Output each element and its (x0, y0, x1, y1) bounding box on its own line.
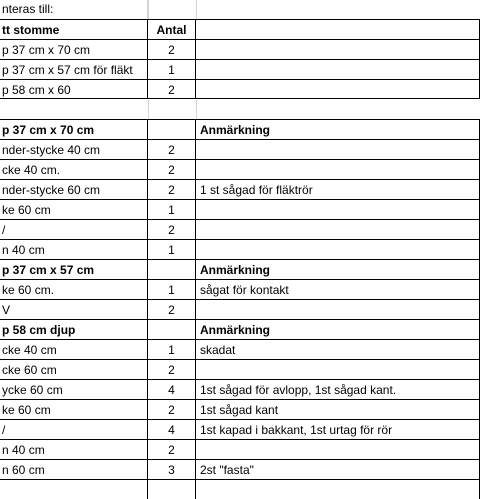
cell-antal[interactable]: 4 (148, 419, 196, 439)
cell-antal[interactable]: 2 (148, 79, 196, 99)
cell-antal[interactable]: 2 (148, 159, 196, 179)
cell-anmarkning[interactable]: sågat för kontakt (196, 279, 480, 299)
table-row (0, 239, 480, 259)
cell-item[interactable]: n 40 cm (0, 239, 148, 259)
cell-item[interactable]: cke 60 cm (0, 359, 148, 379)
cell-item[interactable]: cke 40 cm (0, 339, 148, 359)
cell-anmarkning[interactable] (196, 299, 480, 319)
table-row (0, 419, 480, 439)
table-row (0, 39, 480, 59)
table-row (0, 339, 480, 359)
cell-anmarkning[interactable] (196, 239, 480, 259)
cell-antal[interactable]: 2 (148, 399, 196, 419)
cell-antal[interactable]: 3 (148, 459, 196, 479)
table-row (0, 319, 480, 339)
cell-item[interactable]: / (0, 219, 148, 239)
cell-anmarkning[interactable] (196, 159, 480, 179)
cell-item[interactable]: p 58 cm djup (0, 319, 148, 339)
cell-item[interactable]: ke 60 cm (0, 199, 148, 219)
cell-anmarkning[interactable]: 1st sågad för avlopp, 1st sågad kant. (196, 379, 480, 399)
table-row (0, 199, 480, 219)
cell-anmarkning[interactable] (196, 359, 480, 379)
table-row (0, 299, 480, 319)
table-row (0, 379, 480, 399)
cell-item[interactable]: p 37 cm x 57 cm (0, 259, 148, 279)
cell-antal[interactable]: 1 (148, 199, 196, 219)
cell-item[interactable]: cke 40 cm. (0, 159, 148, 179)
cell-antal[interactable]: 1 (148, 339, 196, 359)
cell-anmarkning[interactable] (196, 139, 480, 159)
cell-item[interactable]: ke 60 cm. (0, 279, 148, 299)
cell-item[interactable]: V (0, 299, 148, 319)
table-row (0, 279, 480, 299)
table-row (0, 359, 480, 379)
cell-item[interactable]: tt stomme (0, 19, 148, 39)
cell-antal[interactable]: 1 (148, 279, 196, 299)
cell-item[interactable]: n 40 cm (0, 439, 148, 459)
cell-item[interactable]: p 37 cm x 57 cm för fläkt (0, 59, 148, 79)
table-row (0, 139, 480, 159)
table-row (0, 119, 480, 139)
cell-antal[interactable]: 2 (148, 179, 196, 199)
table-row (0, 79, 480, 99)
cell-anmarkning[interactable] (196, 99, 480, 119)
table-row (0, 219, 480, 239)
cell-item[interactable]: p 37 cm x 70 cm (0, 39, 148, 59)
cell-anmarkning[interactable]: 1st sågad kant (196, 399, 480, 419)
table-row (0, 399, 480, 419)
table-row (0, 99, 480, 119)
cell-item[interactable]: nder-stycke 40 cm (0, 139, 148, 159)
cell-item[interactable] (0, 99, 148, 119)
cell-item[interactable]: ycke 60 cm (0, 379, 148, 399)
cell-antal[interactable] (148, 119, 196, 139)
cell-item[interactable]: ke 60 cm (0, 399, 148, 419)
cell-anmarkning[interactable] (196, 219, 480, 239)
cell-anmarkning[interactable]: 2st "fasta" (196, 459, 480, 479)
cell-anmarkning[interactable] (196, 19, 480, 39)
cell-anmarkning[interactable] (196, 59, 480, 79)
table-row (0, 59, 480, 79)
cell-antal[interactable] (148, 319, 196, 339)
cell-anmarkning[interactable]: Anmärkning (196, 319, 480, 339)
table-row (0, 0, 480, 19)
table-row (0, 259, 480, 279)
cell-antal[interactable] (148, 0, 196, 19)
cell-antal[interactable]: Antal (148, 19, 196, 39)
cell-antal[interactable] (148, 259, 196, 279)
cell-anmarkning[interactable] (196, 79, 480, 99)
table-row (0, 439, 480, 459)
cell-item[interactable]: / (0, 419, 148, 439)
cell-anmarkning[interactable] (196, 0, 480, 19)
cell-item[interactable]: nteras till: (0, 0, 148, 19)
cell-antal[interactable] (148, 479, 196, 499)
cell-antal[interactable]: 2 (148, 439, 196, 459)
cell-anmarkning[interactable] (196, 199, 480, 219)
cell-anmarkning[interactable]: 1 st sågad för fläktrör (196, 179, 480, 199)
cell-antal[interactable]: 2 (148, 139, 196, 159)
cell-anmarkning[interactable] (196, 439, 480, 459)
table-row (0, 459, 480, 479)
cell-antal[interactable]: 2 (148, 359, 196, 379)
cell-antal[interactable] (148, 99, 196, 119)
cell-anmarkning[interactable] (196, 479, 480, 499)
cell-antal[interactable]: 4 (148, 379, 196, 399)
cell-item[interactable] (0, 479, 148, 499)
cell-anmarkning[interactable]: skadat (196, 339, 480, 359)
cell-item[interactable]: n 60 cm (0, 459, 148, 479)
table-row (0, 159, 480, 179)
cell-antal[interactable]: 1 (148, 239, 196, 259)
cell-antal[interactable]: 2 (148, 299, 196, 319)
cell-anmarkning[interactable] (196, 39, 480, 59)
cell-anmarkning[interactable]: Anmärkning (196, 259, 480, 279)
cell-anmarkning[interactable]: 1st kapad i bakkant, 1st urtag för rör (196, 419, 480, 439)
cell-item[interactable]: p 37 cm x 70 cm (0, 119, 148, 139)
cell-item[interactable]: p 58 cm x 60 (0, 79, 148, 99)
cell-item[interactable]: nder-stycke 60 cm (0, 179, 148, 199)
table-row (0, 479, 480, 499)
table-row (0, 19, 480, 39)
cell-antal[interactable]: 1 (148, 59, 196, 79)
cell-anmarkning[interactable]: Anmärkning (196, 119, 480, 139)
cell-antal[interactable]: 2 (148, 219, 196, 239)
table-row (0, 179, 480, 199)
cell-antal[interactable]: 2 (148, 39, 196, 59)
